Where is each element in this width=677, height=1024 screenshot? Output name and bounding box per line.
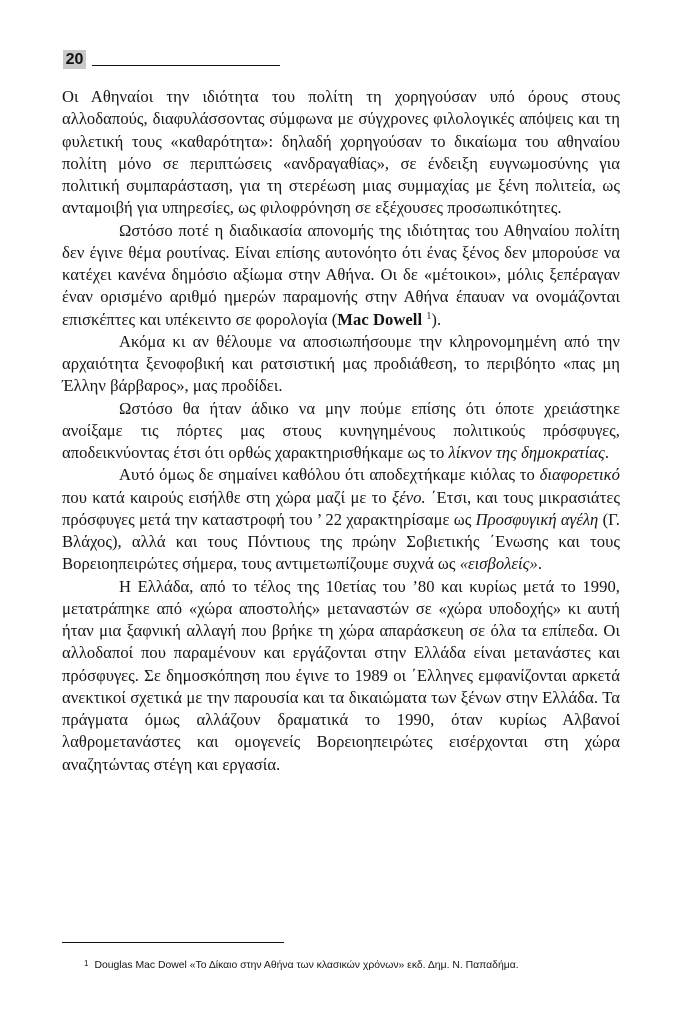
italic-phrase: λίκνον της δημοκρατίας — [448, 443, 605, 462]
italic-phrase: «εισβολείς» — [459, 554, 538, 574]
italic-phrase: Προσφυγική αγέλη — [475, 509, 599, 529]
footnote-reference: 1 — [426, 310, 432, 322]
paragraph-5 — [62, 464, 620, 575]
paragraph-1 — [62, 86, 620, 220]
footnote-rule — [62, 942, 284, 943]
paragraph-6-text: Η Ελλάδα, από το τέλος της 10ετίας του ’80 και κυρίως μετά το 1990, μετατράπηκε από «χώρα αποστολής» μεταναστών σε «χώρα υποδοχής» κι αυτή ήταν μια ξαφνική αλλαγή που βρήκε τη χώρα απαράσκευη σε όλα τα επίπεδα. Οι αλλοδαποί που παραμένουν και εργάζονται στην Ελλάδα είναι μετανάστες και πρόσφυγες. Σε δημοσκόπηση που έγινε το 1989 οι ΄Ελληνες εμφανίζονται αρκετά ανεκτικοί σχετικά με την παρουσία και τα δικαιώματα των ξένων στην Ελλάδα. Τα πράγματα όμως αλλάζουν δραματικά το 1990, όταν κυρίως Αλβανοί λαθρομετανάστες και ομογενείς Βορειοηπειρώτες εισέρχονται στη χώρα αναζητώντας στέγη και εργασία. — [62, 576, 620, 774]
paragraph-2-text: Ωστόσο ποτέ η διαδικασία απονομής της ιδιότητας του Αθηναίου πολίτη δεν έγινε θέμα ρουτίνας. Είναι επίσης αυτονόητο ότι ένας ξένος δεν μπορούσε να κατέχει κανένα δημόσιο αξίωμα στην Αθήνα. Οι δε «μέτοικοι», μόλις ξεπέραγαν έναν ορισμένο αριθμό ημερών παραμονής στην Αθήνα έπαυαν να ονομάζονται επισκέπτες και υπέκειντο σε φορολογία ( — [62, 220, 620, 329]
footnote — [84, 957, 644, 973]
paragraph-5-text: ΄Ετσι, και τους μικρασιάτες πρόσφυγες μετά την καταστροφή του ’ 22 χαρακτηρίσαμε ως — [62, 487, 620, 529]
paragraph-1-text: Οι Αθηναίοι την ιδιότητα του πολίτη τη χορηγούσαν υπό όρους στους αλλοδαπούς, διαφυλάσσοντας σύμφωνα με σύγχρονες φιλολογικές απόψεις και τη φυλετική τους «καθαρότητα»: δηλαδή χορηγούσαν το δικαίωμα του αθηναίου πολίτη μόνο σε περιπτώσεις «ανδραγαθίας», σε ένδειξη ευγνωμοσύνης για πολιτική συμπαράσταση, για τη στερέωση μιας συμμαχίας με ξένη πολιτεία, ως ανταμοιβή για υπηρεσίες, ως φιλοφρόνηση σε εξέχουσες προσωπικότητες. — [62, 87, 620, 218]
paragraph-4 — [62, 398, 620, 465]
paragraph-5-end: . — [537, 554, 543, 574]
body-text — [62, 86, 620, 776]
italic-phrase: ξένο. — [392, 487, 426, 507]
header-rule — [92, 65, 280, 66]
paragraph-4-end: . — [604, 443, 610, 462]
paragraph-4-text: Ωστόσο θα ήταν άδικο να μην πούμε επίσης ότι όποτε χρειάστηκε ανοίξαμε τις πόρτες μας στους κυνηγημένους πολιτικούς πρόσφυγες, αποδεικνύοντας έτσι ότι ορθώς χαρακτηρισθήκαμε ως το — [62, 398, 620, 462]
paragraph-2-end: ). — [431, 309, 442, 329]
italic-phrase: διαφορετικό — [539, 465, 620, 485]
paragraph-6 — [62, 576, 620, 776]
paragraph-5-text: (Γ. Βλάχος), αλλά και τους Πόντιους της πρώην Σοβιετικής ΄Ενωσης και τους Βορειοηπειρώτες σήμερα, τους αντιμετωπίζουμε συχνά ως — [62, 509, 620, 574]
footnote-marker: 1 — [84, 959, 89, 968]
footnote-text: Douglas Mac Dowel «Το Δίκαιο στην Αθήνα των κλασικών χρόνων» εκδ. Δημ. Ν. Παπαδήμα. — [94, 960, 519, 971]
paragraph-2 — [62, 220, 620, 331]
citation-author: Mac Dowell — [337, 309, 423, 329]
paragraph-3-text: Ακόμα κι αν θέλουμε να αποσιωπήσουμε την κληρονομημένη από την αρχαιότητα ξενοφοβική και ρατσιστική μας προδιάθεση, το περιβόητο «πας μη Έλλην βάρβαρος», μας προδίδει. — [62, 331, 620, 396]
paragraph-3 — [62, 331, 620, 398]
paragraph-5-text: Αυτό όμως δε σημαίνει καθόλου ότι αποδεχτήκαμε κιόλας το — [119, 465, 540, 485]
page-number: 20 — [63, 50, 86, 69]
paragraph-5-text: που κατά καιρούς εισήλθε στη χώρα μαζί με το — [62, 487, 392, 507]
